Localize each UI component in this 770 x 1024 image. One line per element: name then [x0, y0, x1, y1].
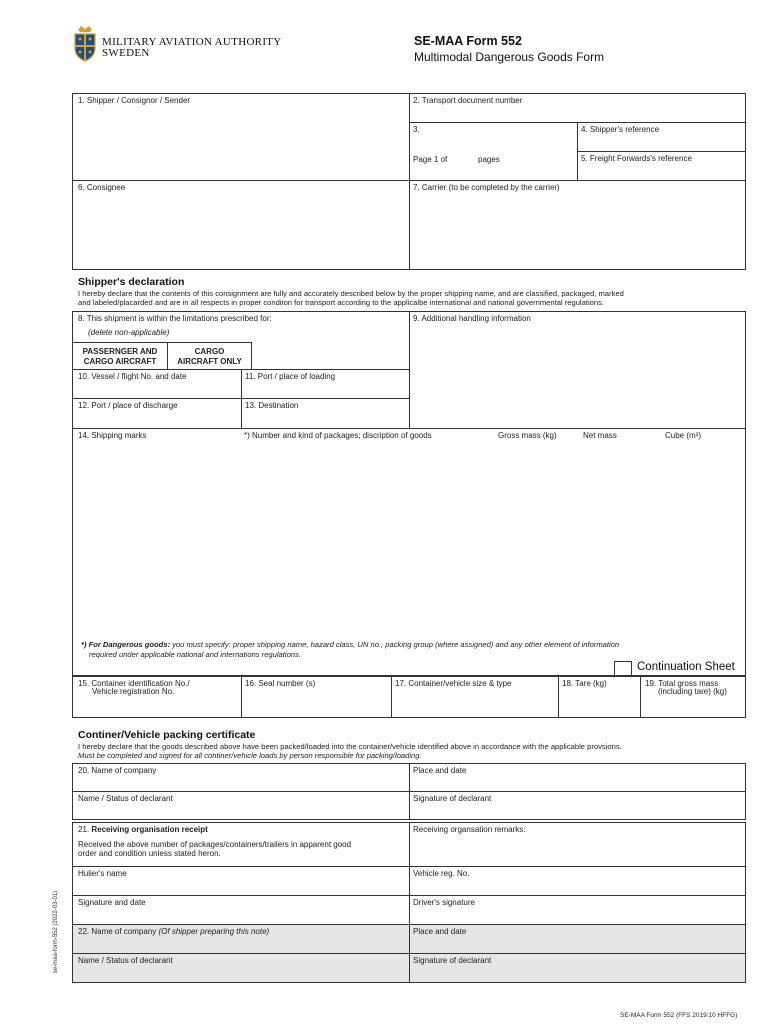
crest-icon	[72, 24, 98, 64]
port-discharge-label: 12. Port / place of discharge	[78, 401, 178, 410]
receipt-label	[78, 825, 208, 835]
name-status-label: Name / Status of declarant	[78, 794, 173, 803]
continuation-checkbox[interactable]	[614, 661, 632, 677]
total-gross-label-2: (including tare) (kg)	[658, 687, 727, 696]
name-status2-field[interactable]	[73, 954, 408, 982]
vessel-label: 10. Vessel / flight No. and date	[78, 372, 187, 381]
net-mass-label: Net mass	[583, 431, 617, 440]
destination-label: 13. Destination	[245, 401, 299, 410]
receipt-title: Receiving organisation receipt	[91, 825, 208, 834]
received-text-2: order and condition unless stated heron.	[78, 849, 221, 858]
continuation-label: Continuation Sheet	[637, 661, 735, 673]
vessel-field[interactable]	[73, 370, 240, 397]
pages-label: pages	[478, 155, 500, 164]
company22-text: 22. Name of company	[78, 927, 159, 936]
vehicle-reg-field[interactable]	[410, 867, 745, 894]
receipt-field	[73, 823, 408, 865]
transport-doc-field[interactable]	[410, 94, 745, 121]
carrier-label: 7. Carrier (to be completed by the carrier)	[413, 183, 560, 192]
authority-line1: MILITARY AVIATION AUTHORITY	[102, 36, 282, 48]
sign-date-label: Signature and date	[78, 898, 146, 907]
dg-note-line2: required under applicable national and internations regulations.	[89, 650, 301, 659]
field-3[interactable]	[410, 123, 576, 179]
goods-description-area[interactable]	[73, 429, 745, 635]
total-gross-label-1: 19. Total gross mass	[645, 679, 719, 688]
declaration-text-1: I hereby declare that the contents of this consignment are fully and accurately described below by the proper shipping name, and are classified, packaged, marked	[78, 289, 624, 298]
page-label: Page 1 of	[413, 155, 448, 164]
tare-label: 18. Tare (kg)	[562, 679, 607, 688]
pax-line2: CARGO AIRCRAFT	[83, 357, 157, 366]
cargo-line2: AIRCRAFT ONLY	[177, 357, 242, 366]
container-id-field[interactable]	[73, 677, 240, 717]
shipper-field[interactable]	[73, 94, 408, 179]
form-subtitle: Multimodal Dangerous Goods Form	[414, 50, 605, 64]
transport-doc-label: 2. Transport document number	[413, 96, 523, 105]
carrier-field[interactable]	[410, 181, 745, 269]
dg-note-rest: you must specify: proper shipping name, hazard class, UN no., packing group (where assigned) and any other element of information	[170, 640, 620, 649]
name-status-field[interactable]	[73, 792, 408, 819]
packing-text-1: I hereby declare that the goods described above have been packed/loaded into the container/vehicle identified above in accordance with the applicable provsions.	[78, 742, 622, 751]
freight-ref-field[interactable]	[578, 152, 745, 179]
shipper-ref-field[interactable]	[578, 123, 745, 150]
company22-italic: (Of shipper preparing this note)	[158, 927, 270, 936]
received-text-1: Received the above number of packages/containers/trailers in apparent good	[78, 840, 352, 849]
signature-field[interactable]	[410, 792, 745, 819]
driver-signature-label: Driver's signature	[413, 898, 475, 907]
container-size-label: 17. Container/vehicle size & type	[395, 679, 512, 688]
remarks-label: Receiving organsation remarks:	[413, 825, 526, 834]
shipper-ref-label: 4. Shipper's reference	[581, 125, 660, 134]
company22-label	[78, 927, 269, 937]
packing-title: Continer/Vehicle packing certificate	[78, 729, 256, 741]
container-id-label-2: Vehicle registration No.	[92, 687, 175, 696]
company-label: 20. Name of company	[78, 766, 157, 775]
consignee-label: 6. Consignee	[78, 183, 126, 192]
container-id-label-1: 15. Container identification No./	[78, 679, 190, 688]
declaration-title: Shipper's declaration	[78, 276, 185, 288]
option-passenger-cargo[interactable]	[73, 343, 167, 369]
tare-field[interactable]	[559, 677, 639, 717]
dg-note	[81, 640, 619, 650]
place-date-label: Place and date	[413, 766, 467, 775]
total-gross-field[interactable]	[641, 677, 745, 717]
freight-ref-label: 5. Freight Forwards's reference	[581, 154, 692, 163]
port-discharge-field[interactable]	[73, 399, 240, 427]
shipping-marks-label: 14. Shipping marks	[78, 431, 147, 440]
vehicle-reg-label: Vehicle reg. No.	[413, 869, 470, 878]
declaration-text-2: and labeled/placarded and are in all respects in proper conditon for transport according to the applicalbe international and national governmental regulations.	[78, 298, 604, 307]
packing-text-2: Must be completed and signed for all continer/vehicle loads by person responsible for packing/loading.	[78, 751, 422, 760]
delete-note: (delete non-applicable)	[88, 328, 170, 337]
place-date2-label: Place and date	[413, 927, 467, 936]
cargo-line1: CARGO	[194, 347, 225, 356]
driver-signature-field[interactable]	[410, 896, 745, 923]
cube-label: Cube (m³)	[665, 431, 702, 440]
handling-label: 9. Additional handling information	[413, 314, 531, 323]
side-form-code: se-maa-form-552 (2022-03-01)	[53, 890, 59, 974]
container-size-field[interactable]	[392, 677, 557, 717]
dg-note-bold: *) For Dangerous goods:	[81, 640, 171, 649]
signature2-label: Signature of declarant	[413, 956, 492, 965]
company22-field[interactable]	[73, 925, 408, 952]
option-cargo-only[interactable]	[168, 343, 251, 369]
seal-field[interactable]	[242, 677, 390, 717]
consignee-field[interactable]	[73, 181, 408, 269]
gross-mass-label: Gross mass (kg)	[498, 431, 557, 440]
haulier-label: Hulier's name	[78, 869, 127, 878]
receipt-num: 21.	[78, 825, 92, 834]
place-date-field[interactable]	[410, 764, 745, 790]
authority-line2: SWEDEN	[102, 47, 150, 59]
handling-field[interactable]	[410, 312, 745, 427]
authority-logo	[72, 24, 98, 69]
port-loading-label: 11. Port / place of loading	[245, 372, 336, 381]
signature-label: Signature of declarant	[413, 794, 492, 803]
company-field[interactable]	[73, 764, 408, 790]
pax-line1: PASSERNGER AND	[82, 347, 158, 356]
shipper-label: 1. Shipper / Consignor / Sender	[78, 96, 191, 105]
name-status2-label: Name / Status of declarant	[78, 956, 173, 965]
sign-date-field[interactable]	[73, 896, 408, 923]
haulier-field[interactable]	[73, 867, 408, 894]
remarks-field[interactable]	[410, 823, 745, 865]
footer-form-id: SE-MAA Form 552 (FFS 2019:10 HFFG)	[620, 1012, 738, 1019]
seal-label: 16. Seal number (s)	[245, 679, 316, 688]
signature2-field[interactable]	[410, 954, 745, 982]
field-3-label: 3.	[413, 125, 420, 134]
place-date2-field[interactable]	[410, 925, 745, 952]
destination-field[interactable]	[242, 399, 408, 427]
authority-name	[102, 37, 282, 59]
limits-label: 8. This shipment is within the limitations prescribed for:	[78, 314, 272, 323]
form-title: SE-MAA Form 552	[414, 34, 522, 48]
port-loading-field[interactable]	[242, 370, 408, 397]
packages-label: *) Number and kind of packages; discription of goods	[244, 431, 432, 440]
